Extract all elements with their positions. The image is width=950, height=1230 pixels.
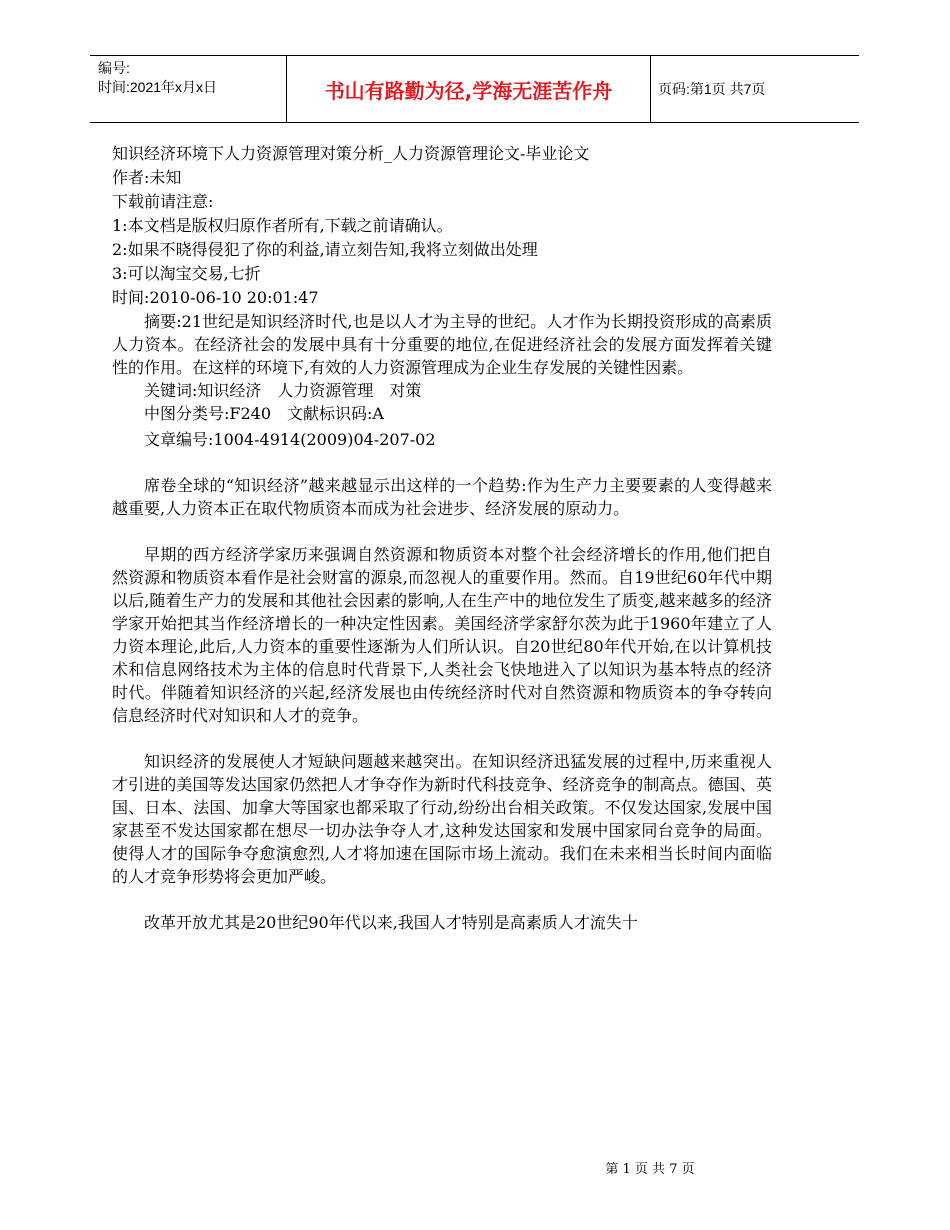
header-meta [98,59,284,97]
document-meta [112,142,772,310]
document-body [112,142,772,934]
classification-line: 中图分类号:F240 文献标识码:A [144,404,384,423]
page-header [90,55,859,123]
header-number-label: 编号: [98,60,130,76]
body-paragraph: 席卷全球的“知识经济”越来越显示出这样的一个趋势:作为生产力主要要素的人变得越来越重要,人力资本正在取代物质资本而成为社会进步、经济发展的原动力。 [112,476,772,518]
keywords-line: 关键词:知识经济 人力资源管理 对策 [144,381,422,400]
notice-item: 1:本文档是版权归原作者所有,下载之前请确认。 [112,216,453,235]
notice-item: 2:如果不晓得侵犯了你的利益,请立刻告知,我将立刻做出处理 [112,240,538,259]
notice-item: 3:可以淘宝交易,七折 [112,264,261,283]
footer-page-number: 第 1 页 共 7 页 [605,1162,695,1177]
document-title: 知识经济环境下人力资源管理对策分析_人力资源管理论文-毕业论文 [112,144,590,163]
document-author: 作者:未知 [112,168,182,187]
header-motto: 书山有路勤为径,学海无涯苦作舟 [324,78,613,103]
notice-heading: 下载前请注意: [112,192,214,211]
document-time: 时间:2010-06-10 20:01:47 [112,288,319,307]
header-time-label: 时间:2021年x月x日 [98,79,218,95]
body-paragraph: 改革开放尤其是20世纪90年代以来,我国人才特别是高素质人才流失十 [144,913,638,932]
body-paragraph: 早期的西方经济学家历来强调自然资源和物质资本对整个社会经济增长的作用,他们把自然资源和物质资本看作是社会财富的源泉,而忽视人的重要作用。然而。自19世纪60年代中期以后,随着生产力的发展和其他社会因素的影响,人在生产中的地位发生了质变,越来越多的经济学家开始把其当作经济增长的一种决定性因素。美国经济学家舒尔茨为此于1960年建立了人力资本理论,此后,人力资本的重要性逐渐为人们所认识。自20世纪80年代开始,在以计算机技术和信息网络技术为主体的信息时代背景下,人类社会飞快地进入了以知识为基本特点的经济时代。伴随着知识经济的兴起,经济发展也由传统经济时代对自然资源和物质资本的争夺转向信息经济时代对知识和人才的竞争。 [112,545,772,725]
article-number-line: 文章编号:1004-4914(2009)04-207-02 [144,430,436,449]
abstract-paragraph: 摘要:21世纪是知识经济时代,也是以人才为主导的世纪。人才作为长期投资形成的高素质人力资本。在经济社会的发展中具有十分重要的地位,在促进经济社会的发展方面发挥着关键性的作用。在这样的环境下,有效的人力资源管理成为企业生存发展的关键性因素。 [112,312,772,377]
header-page-info: 页码:第1页 共7页 [658,81,766,97]
body-paragraph: 知识经济的发展使人才短缺问题越来越突出。在知识经济迅猛发展的过程中,历来重视人才引进的美国等发达国家仍然把人才争夺作为新时代科技竞争、经济竞争的制高点。德国、英国、日本、法国、加拿大等国家也都采取了行动,纷纷出台相关政策。不仅发达国家,发展中国家甚至不发达国家都在想尽一切办法争夺人才,这种发达国家和发展中国家同台竞争的局面。使得人才的国际争夺愈演愈烈,人才将加速在国际市场上流动。我们在未来相当长时间内面临的人才竞争形势将会更加严峻。 [112,752,772,886]
header-divider [650,56,651,122]
page-footer [0,1158,950,1177]
